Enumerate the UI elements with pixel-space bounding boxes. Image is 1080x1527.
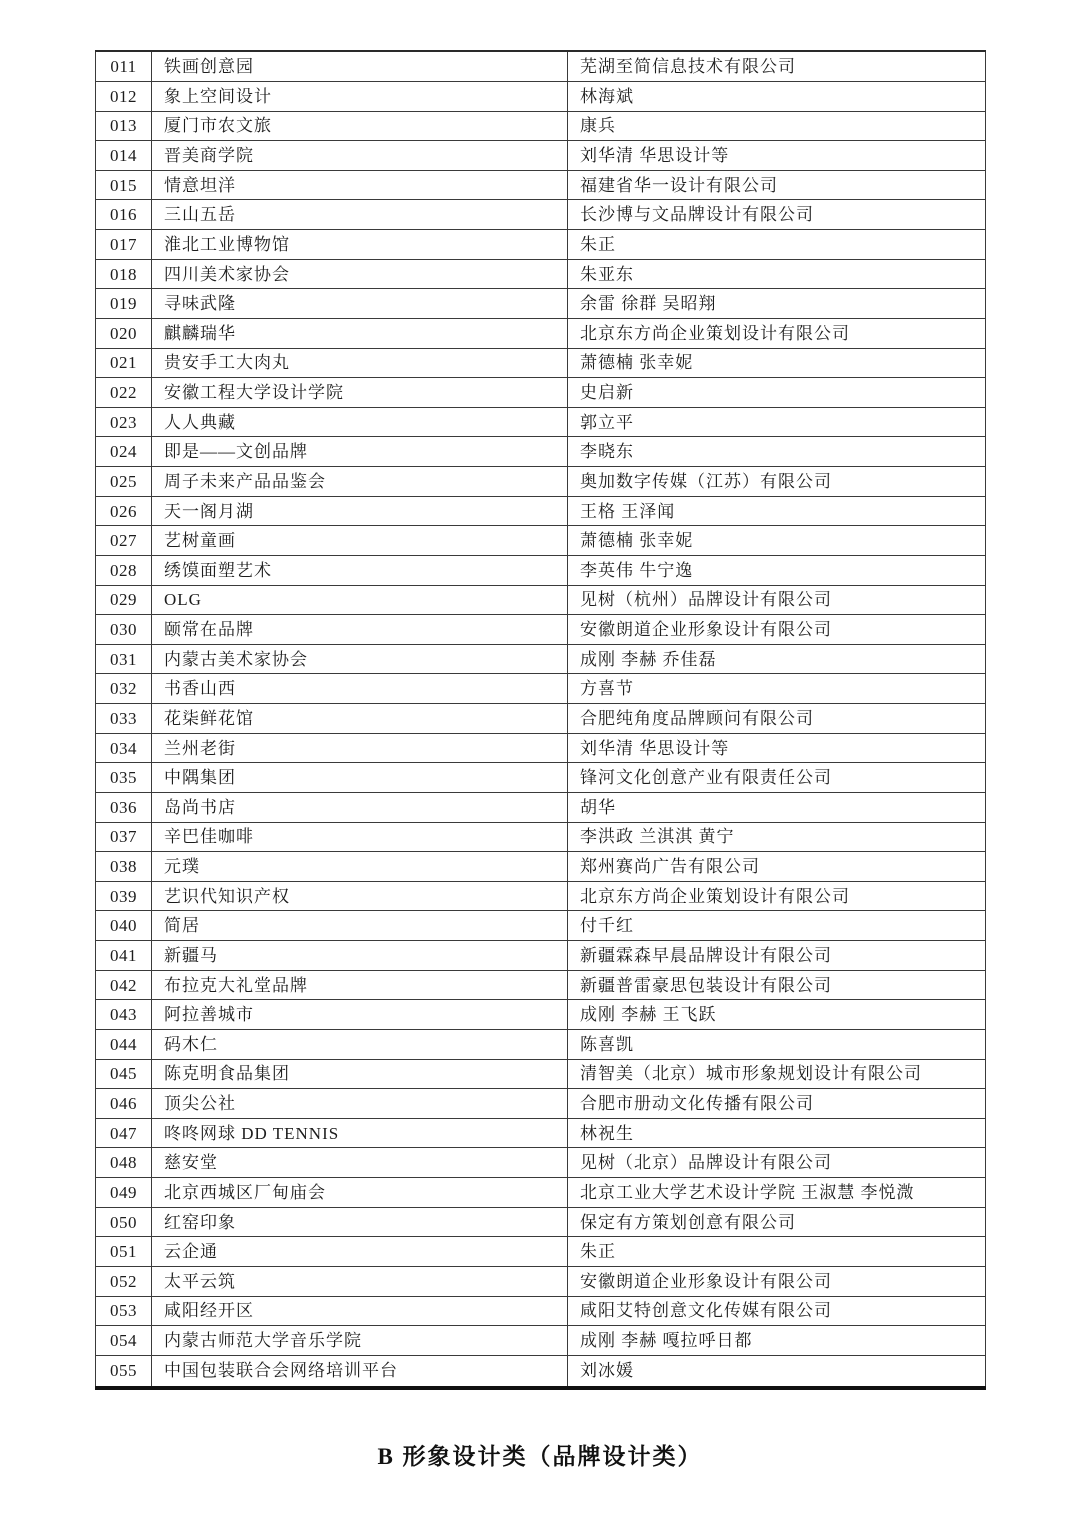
author-cell: 长沙博与文品牌设计有限公司 [568, 200, 986, 230]
table-row [96, 407, 986, 437]
author-cell: 成刚 李赫 乔佳磊 [568, 644, 986, 674]
author-cell: 新疆霖森早晨品牌设计有限公司 [568, 941, 986, 971]
row-number-cell: 023 [96, 407, 152, 437]
author-cell: 福建省华一设计有限公司 [568, 170, 986, 200]
row-number-cell: 034 [96, 733, 152, 763]
table-row [96, 141, 986, 171]
work-name-cell: 铁画创意园 [152, 51, 568, 81]
row-number-cell: 028 [96, 555, 152, 585]
entries-table-body [96, 51, 986, 1388]
work-name-cell: 颐常在品牌 [152, 615, 568, 645]
row-number-cell: 014 [96, 141, 152, 171]
table-row [96, 230, 986, 260]
work-name-cell: 安徽工程大学设计学院 [152, 378, 568, 408]
row-number-cell: 051 [96, 1237, 152, 1267]
work-name-cell: 兰州老街 [152, 733, 568, 763]
work-name-cell: 北京西城区厂甸庙会 [152, 1178, 568, 1208]
work-name-cell: 简居 [152, 911, 568, 941]
row-number-cell: 040 [96, 911, 152, 941]
row-number-cell: 027 [96, 526, 152, 556]
table-row [96, 585, 986, 615]
table-row [96, 467, 986, 497]
row-number-cell: 022 [96, 378, 152, 408]
table-row [96, 200, 986, 230]
table-row [96, 644, 986, 674]
table-row [96, 733, 986, 763]
author-cell: 北京工业大学艺术设计学院 王淑慧 李悦溦 [568, 1178, 986, 1208]
table-row [96, 1059, 986, 1089]
work-name-cell: 即是——文创品牌 [152, 437, 568, 467]
work-name-cell: 码木仁 [152, 1029, 568, 1059]
work-name-cell: 陈克明食品集团 [152, 1059, 568, 1089]
table-row [96, 1326, 986, 1356]
table-row [96, 378, 986, 408]
work-name-cell: 寻味武隆 [152, 289, 568, 319]
table-row [96, 1237, 986, 1267]
work-name-cell: 花柒鲜花馆 [152, 704, 568, 734]
table-row [96, 526, 986, 556]
row-number-cell: 042 [96, 970, 152, 1000]
work-name-cell: 中国包装联合会网络培训平台 [152, 1355, 568, 1388]
row-number-cell: 036 [96, 792, 152, 822]
table-row [96, 51, 986, 81]
author-cell: 余雷 徐群 吴昭翔 [568, 289, 986, 319]
work-name-cell: 象上空间设计 [152, 81, 568, 111]
work-name-cell: 厦门市农文旅 [152, 111, 568, 141]
work-name-cell: 咸阳经开区 [152, 1296, 568, 1326]
table-row [96, 111, 986, 141]
row-number-cell: 045 [96, 1059, 152, 1089]
table-row [96, 941, 986, 971]
work-name-cell: 绣馍面塑艺术 [152, 555, 568, 585]
row-number-cell: 026 [96, 496, 152, 526]
table-row [96, 1118, 986, 1148]
author-cell: 郭立平 [568, 407, 986, 437]
row-number-cell: 047 [96, 1118, 152, 1148]
work-name-cell: 艺识代知识产权 [152, 881, 568, 911]
author-cell: 合肥市册动文化传播有限公司 [568, 1089, 986, 1119]
table-row [96, 970, 986, 1000]
table-row [96, 615, 986, 645]
work-name-cell: 元璞 [152, 852, 568, 882]
row-number-cell: 044 [96, 1029, 152, 1059]
work-name-cell: OLG [152, 585, 568, 615]
work-name-cell: 淮北工业博物馆 [152, 230, 568, 260]
table-row [96, 318, 986, 348]
row-number-cell: 052 [96, 1266, 152, 1296]
author-cell: 奥加数字传媒（江苏）有限公司 [568, 467, 986, 497]
work-name-cell: 岛尚书店 [152, 792, 568, 822]
author-cell: 林海斌 [568, 81, 986, 111]
row-number-cell: 055 [96, 1355, 152, 1388]
row-number-cell: 039 [96, 881, 152, 911]
table-row [96, 496, 986, 526]
author-cell: 合肥纯角度品牌顾问有限公司 [568, 704, 986, 734]
work-name-cell: 麒麟瑞华 [152, 318, 568, 348]
table-row [96, 1029, 986, 1059]
author-cell: 新疆普雷豪思包装设计有限公司 [568, 970, 986, 1000]
table-row [96, 763, 986, 793]
row-number-cell: 032 [96, 674, 152, 704]
work-name-cell: 内蒙古师范大学音乐学院 [152, 1326, 568, 1356]
author-cell: 清智美（北京）城市形象规划设计有限公司 [568, 1059, 986, 1089]
table-row [96, 792, 986, 822]
author-cell: 史启新 [568, 378, 986, 408]
author-cell: 付千红 [568, 911, 986, 941]
work-name-cell: 内蒙古美术家协会 [152, 644, 568, 674]
work-name-cell: 晋美商学院 [152, 141, 568, 171]
work-name-cell: 云企通 [152, 1237, 568, 1267]
table-row [96, 289, 986, 319]
row-number-cell: 035 [96, 763, 152, 793]
author-cell: 锋河文化创意产业有限责任公司 [568, 763, 986, 793]
author-cell: 李晓东 [568, 437, 986, 467]
author-cell: 萧德楠 张幸妮 [568, 348, 986, 378]
author-cell: 北京东方尚企业策划设计有限公司 [568, 881, 986, 911]
author-cell: 朱正 [568, 1237, 986, 1267]
row-number-cell: 025 [96, 467, 152, 497]
row-number-cell: 018 [96, 259, 152, 289]
table-row [96, 1089, 986, 1119]
work-name-cell: 顶尖公社 [152, 1089, 568, 1119]
row-number-cell: 038 [96, 852, 152, 882]
table-row [96, 704, 986, 734]
work-name-cell: 艺树童画 [152, 526, 568, 556]
work-name-cell: 三山五岳 [152, 200, 568, 230]
author-cell: 朱正 [568, 230, 986, 260]
table-row [96, 881, 986, 911]
table-row [96, 822, 986, 852]
table-row [96, 852, 986, 882]
table-row [96, 555, 986, 585]
author-cell: 刘华清 华思设计等 [568, 141, 986, 171]
row-number-cell: 043 [96, 1000, 152, 1030]
work-name-cell: 中隅集团 [152, 763, 568, 793]
author-cell: 安徽朗道企业形象设计有限公司 [568, 1266, 986, 1296]
row-number-cell: 049 [96, 1178, 152, 1208]
row-number-cell: 013 [96, 111, 152, 141]
row-number-cell: 017 [96, 230, 152, 260]
author-cell: 胡华 [568, 792, 986, 822]
work-name-cell: 新疆马 [152, 941, 568, 971]
author-cell: 咸阳艾特创意文化传媒有限公司 [568, 1296, 986, 1326]
work-name-cell: 贵安手工大肉丸 [152, 348, 568, 378]
row-number-cell: 015 [96, 170, 152, 200]
author-cell: 见树（北京）品牌设计有限公司 [568, 1148, 986, 1178]
row-number-cell: 050 [96, 1207, 152, 1237]
table-row [96, 81, 986, 111]
table-row [96, 1266, 986, 1296]
entries-table [95, 50, 986, 1390]
table-row [96, 1148, 986, 1178]
row-number-cell: 016 [96, 200, 152, 230]
row-number-cell: 053 [96, 1296, 152, 1326]
author-cell: 成刚 李赫 嘎拉呼日都 [568, 1326, 986, 1356]
table-row [96, 1207, 986, 1237]
author-cell: 刘华清 华思设计等 [568, 733, 986, 763]
work-name-cell: 红窑印象 [152, 1207, 568, 1237]
row-number-cell: 021 [96, 348, 152, 378]
row-number-cell: 033 [96, 704, 152, 734]
row-number-cell: 011 [96, 51, 152, 81]
work-name-cell: 咚咚网球 DD TENNIS [152, 1118, 568, 1148]
work-name-cell: 书香山西 [152, 674, 568, 704]
author-cell: 北京东方尚企业策划设计有限公司 [568, 318, 986, 348]
work-name-cell: 天一阁月湖 [152, 496, 568, 526]
author-cell: 成刚 李赫 王飞跃 [568, 1000, 986, 1030]
author-cell: 李洪政 兰淇淇 黄宁 [568, 822, 986, 852]
row-number-cell: 012 [96, 81, 152, 111]
section-title: B 形象设计类（品牌设计类） [377, 1444, 703, 1469]
work-name-cell: 四川美术家协会 [152, 259, 568, 289]
author-cell: 李英伟 牛宁逸 [568, 555, 986, 585]
author-cell: 见树（杭州）品牌设计有限公司 [568, 585, 986, 615]
author-cell: 保定有方策划创意有限公司 [568, 1207, 986, 1237]
work-name-cell: 周子未来产品品鉴会 [152, 467, 568, 497]
work-name-cell: 情意坦洋 [152, 170, 568, 200]
author-cell: 郑州赛尚广告有限公司 [568, 852, 986, 882]
work-name-cell: 阿拉善城市 [152, 1000, 568, 1030]
row-number-cell: 029 [96, 585, 152, 615]
work-name-cell: 辛巴佳咖啡 [152, 822, 568, 852]
table-row [96, 1178, 986, 1208]
row-number-cell: 020 [96, 318, 152, 348]
row-number-cell: 048 [96, 1148, 152, 1178]
author-cell: 林祝生 [568, 1118, 986, 1148]
table-row [96, 259, 986, 289]
row-number-cell: 031 [96, 644, 152, 674]
table-row [96, 437, 986, 467]
author-cell: 刘冰媛 [568, 1355, 986, 1388]
author-cell: 萧德楠 张幸妮 [568, 526, 986, 556]
work-name-cell: 太平云筑 [152, 1266, 568, 1296]
author-cell: 陈喜凯 [568, 1029, 986, 1059]
table-row [96, 170, 986, 200]
row-number-cell: 046 [96, 1089, 152, 1119]
author-cell: 安徽朗道企业形象设计有限公司 [568, 615, 986, 645]
row-number-cell: 037 [96, 822, 152, 852]
author-cell: 芜湖至简信息技术有限公司 [568, 51, 986, 81]
row-number-cell: 054 [96, 1326, 152, 1356]
row-number-cell: 041 [96, 941, 152, 971]
table-row [96, 674, 986, 704]
work-name-cell: 布拉克大礼堂品牌 [152, 970, 568, 1000]
table-row [96, 1000, 986, 1030]
author-cell: 方喜节 [568, 674, 986, 704]
work-name-cell: 人人典藏 [152, 407, 568, 437]
work-name-cell: 慈安堂 [152, 1148, 568, 1178]
table-row [96, 1355, 986, 1388]
row-number-cell: 019 [96, 289, 152, 319]
row-number-cell: 030 [96, 615, 152, 645]
table-row [96, 348, 986, 378]
author-cell: 康兵 [568, 111, 986, 141]
author-cell: 朱亚东 [568, 259, 986, 289]
row-number-cell: 024 [96, 437, 152, 467]
table-row [96, 1296, 986, 1326]
table-row [96, 911, 986, 941]
author-cell: 王格 王泽闻 [568, 496, 986, 526]
